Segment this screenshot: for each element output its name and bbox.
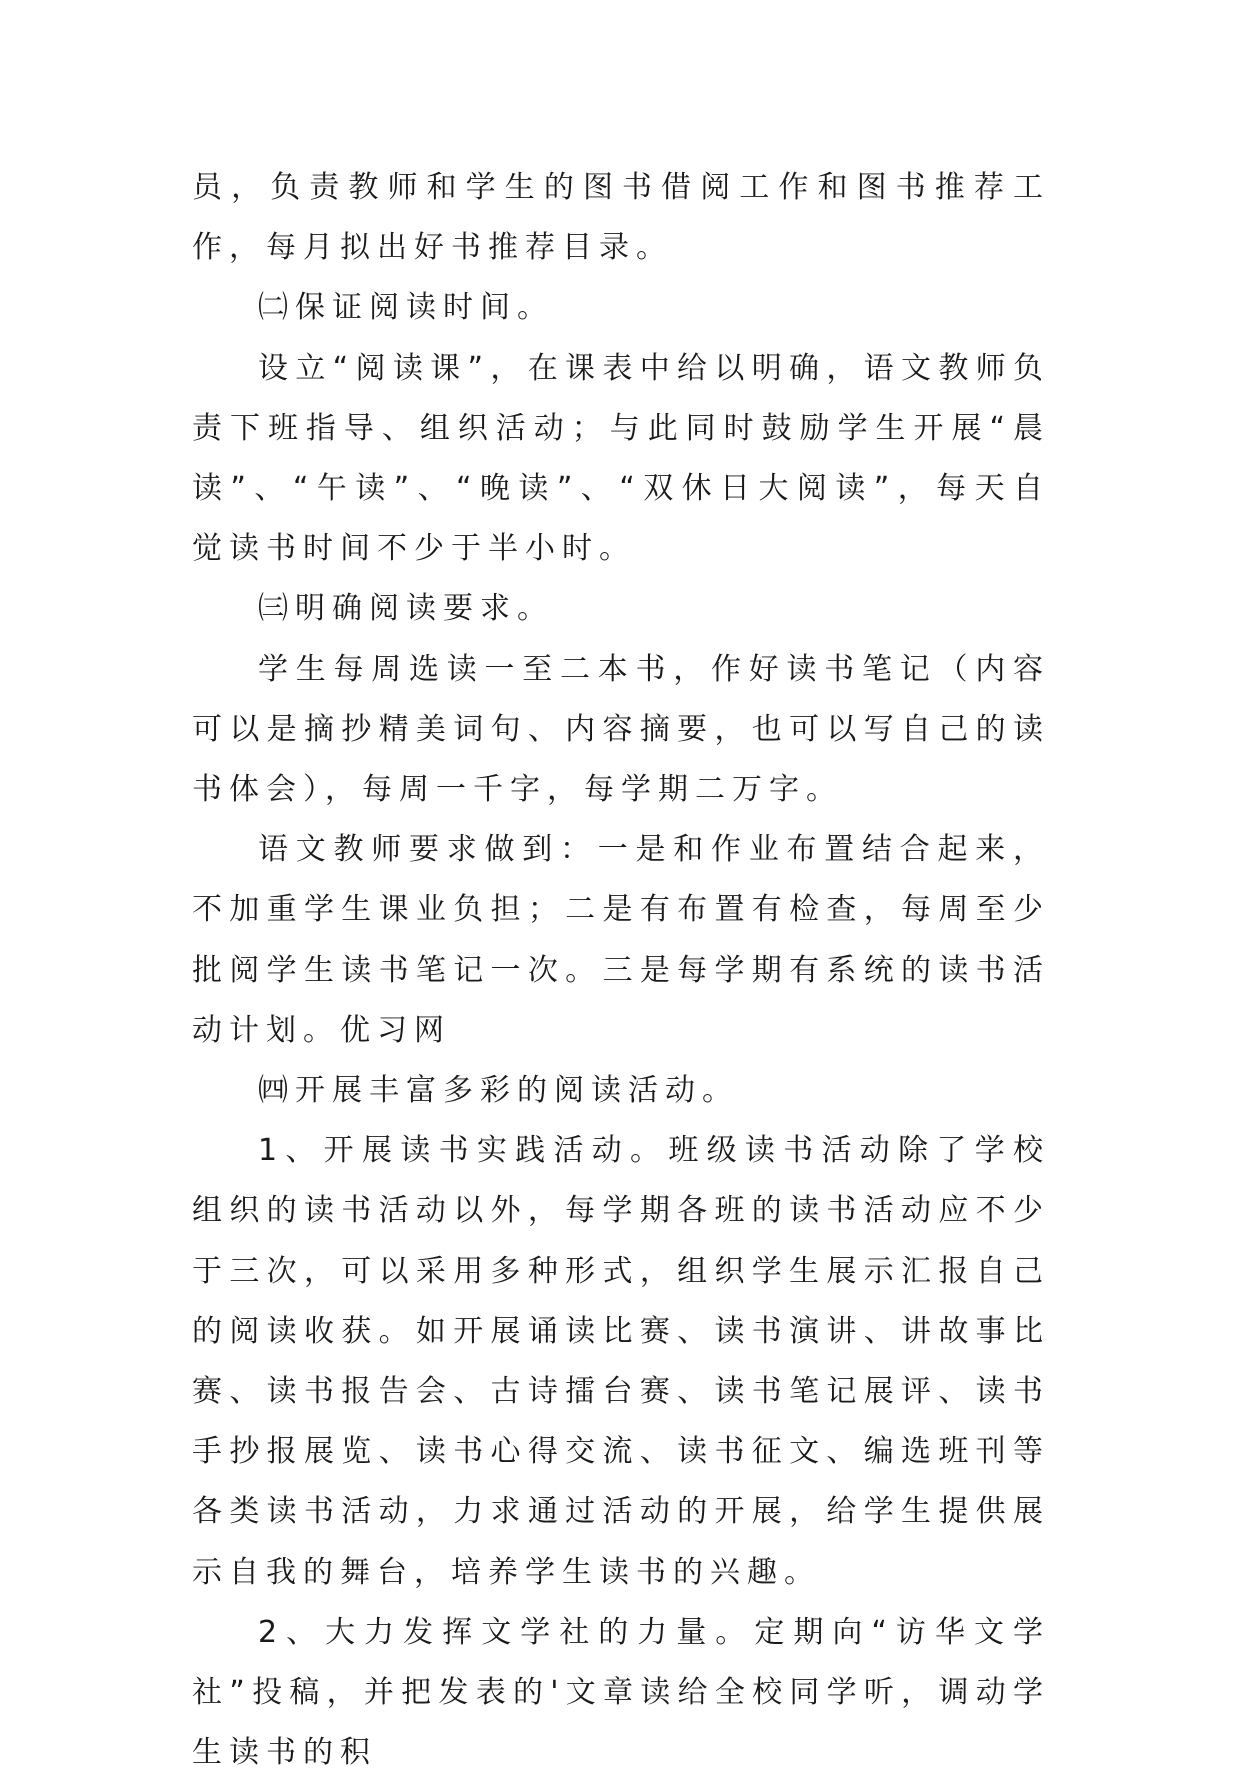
paragraph-3: 设立“阅读课”，在课表中给以明确，语文教师负责下班指导、组织活动；与此同时鼓励学生开展“晨读”、“午读”、“晚读”、“双休日大阅读”，每天自觉读书时间不少于半小时。 — [192, 350, 1050, 567]
paragraph-5: 学生每周选读一至二本书，作好读书笔记（内容可以是摘抄精美词句、内容摘要，也可以写自己的读书体会），每周一千字，每学期二万字。 — [192, 651, 1050, 808]
paragraph-7-heading: ㈣开展丰富多彩的阅读活动。 — [258, 1073, 739, 1109]
paragraph-9: 2、大力发挥文学社的力量。定期向“访华文学社”投稿，并把发表的'文章读给全校同学听，调动学生读书的积 — [192, 1614, 1050, 1771]
paragraph-4-heading: ㈢明确阅读要求。 — [258, 591, 554, 627]
paragraph-2-heading: ㈡保证阅读时间。 — [258, 290, 554, 326]
paragraph-1: 员，负责教师和学生的图书借阅工作和图书推荐工作，每月拟出好书推荐目录。 — [192, 170, 1050, 266]
paragraph-8: 1、开展读书实践活动。班级读书活动除了学校组织的读书活动以外，每学期各班的读书活动应不少于三次，可以采用多种形式，组织学生展示汇报自己的阅读收获。如开展诵读比赛、读书演讲、讲故事比赛、读书报告会、古诗擂台赛、读书笔记展评、读书手抄报展览、读书心得交流、读书征文、编选班刊等各类读书活动，力求通过活动的开展，给学生提供展示自我的舞台，培养学生读书的兴趣。 — [192, 1133, 1050, 1590]
document-body — [192, 158, 1050, 1783]
paragraph-6: 语文教师要求做到：一是和作业布置结合起来，不加重学生课业负担；二是有布置有检查，每周至少批阅学生读书笔记一次。三是每学期有系统的读书活动计划。优习网 — [192, 832, 1050, 1048]
